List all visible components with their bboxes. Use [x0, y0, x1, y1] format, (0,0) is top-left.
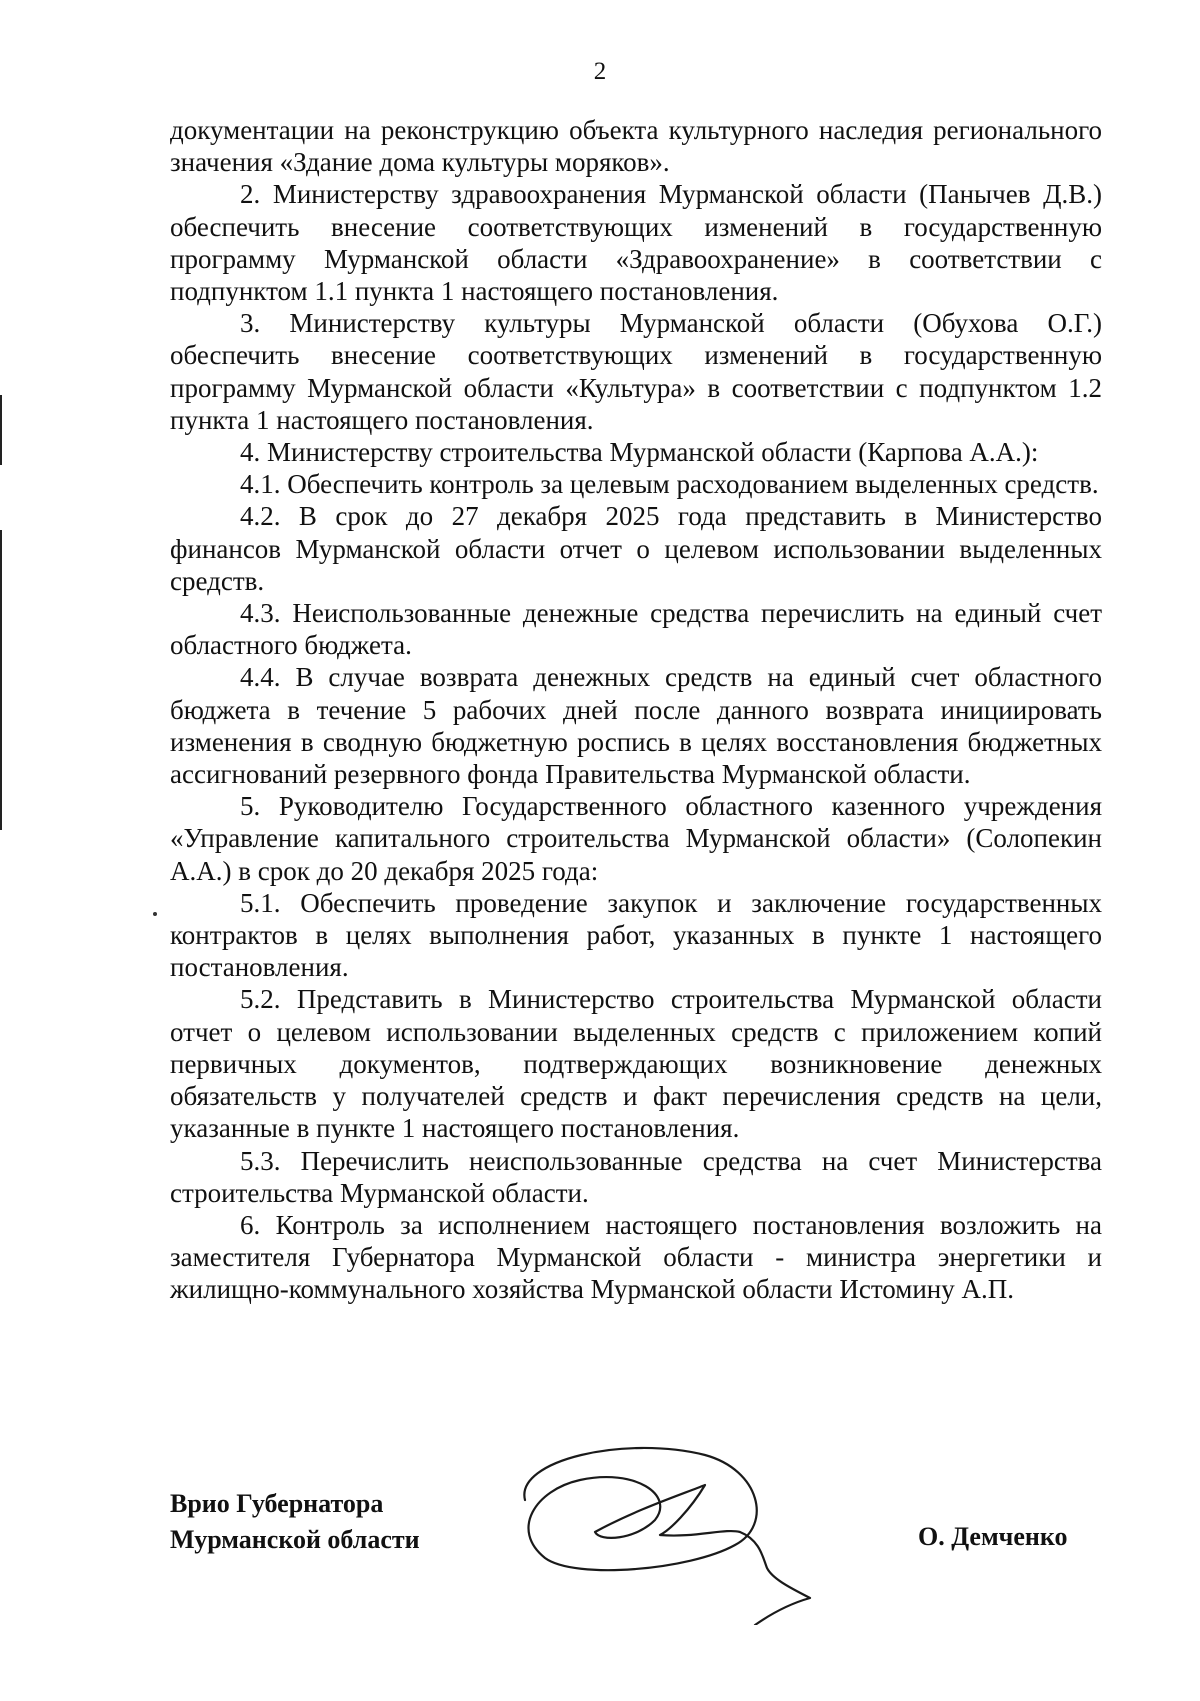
paragraph-item-4: 4. Министерству строительства Мурманской области (Карпова А.А.): [240, 437, 1039, 468]
page-number: 2 [593, 58, 607, 85]
document-body [170, 114, 1102, 1306]
paragraph-item-6: 6. Контроль за исполнением настоящего постановления возложить на заместителя Губернатора Мурманской области - министра энергетики и жилищно-коммунального хозяйства Мурманской области Истомину А.П. [170, 1209, 1102, 1305]
signatory-position-line2: Мурманской области [170, 1525, 420, 1554]
signatory-position-line1: Врио Губернатора [170, 1489, 384, 1518]
scan-edge-mark [0, 530, 2, 830]
paragraph-item-4-3: 4.3. Неиспользованные денежные средства перечислить на единый счет областного бюджета. [170, 598, 1102, 661]
paragraph-item-4-1: 4.1. Обеспечить контроль за целевым расходованием выделенных средств. [240, 469, 1099, 500]
handwritten-signature [505, 1440, 850, 1625]
paragraph-continuation: документации на реконструкцию объекта культурного наследия регионального значения «Здание дома культуры моряков». [170, 115, 1102, 178]
paragraph-item-5-2: 5.2. Представить в Министерство строительства Мурманской области отчет о целевом использовании выделенных средств с приложением копий первичных документов, подтверждающих возникновение денежных обязательств у получателей средств и факт перечисления средств на цели, указанные в пункте 1 настоящего постановления. [170, 984, 1102, 1144]
signatory-position [170, 1486, 420, 1558]
paragraph-item-5: 5. Руководителю Государственного областного казенного учреждения «Управление капитального строительства Мурманской области» (Солопекин А.А.) в срок до 20 декабря 2025 года: [170, 791, 1102, 886]
paragraph-item-4-4: 4.4. В случае возврата денежных средств на единый счет областного бюджета в течение 5 рабочих дней после данного возврата инициировать изменения в сводную бюджетную роспись в целях восстановления бюджетных ассигнований резервного фонда Правительства Мурманской области. [170, 662, 1102, 790]
scan-edge-mark [0, 395, 2, 465]
paragraph-item-5-3: 5.3. Перечислить неиспользованные средства на счет Министерства строительства Мурманской области. [170, 1145, 1102, 1208]
signatory-name: О. Демченко [918, 1522, 1068, 1551]
paragraph-item-3: 3. Министерству культуры Мурманской области (Обухова О.Г.) обеспечить внесение соответствующих изменений в государственную программу Мурманской области «Культура» в соответствии с подпунктом 1.2 пункта 1 настоящего постановления. [170, 308, 1102, 435]
paragraph-item-5-1: 5.1. Обеспечить проведение закупок и заключение государственных контрактов в целях выполнения работ, указанных в пункте 1 настоящего постановления. [170, 887, 1102, 983]
scan-dot [153, 912, 157, 916]
paragraph-item-4-2: 4.2. В срок до 27 декабря 2025 года представить в Министерство финансов Мурманской области отчет о целевом использовании выделенных средств. [170, 501, 1102, 596]
paragraph-item-2: 2. Министерству здравоохранения Мурманской области (Панычев Д.В.) обеспечить внесение соответствующих изменений в государственную программу Мурманской области «Здравоохранение» в соответствии с подпунктом 1.1 пункта 1 настоящего постановления. [170, 179, 1102, 307]
signature-stroke [524, 1448, 810, 1625]
